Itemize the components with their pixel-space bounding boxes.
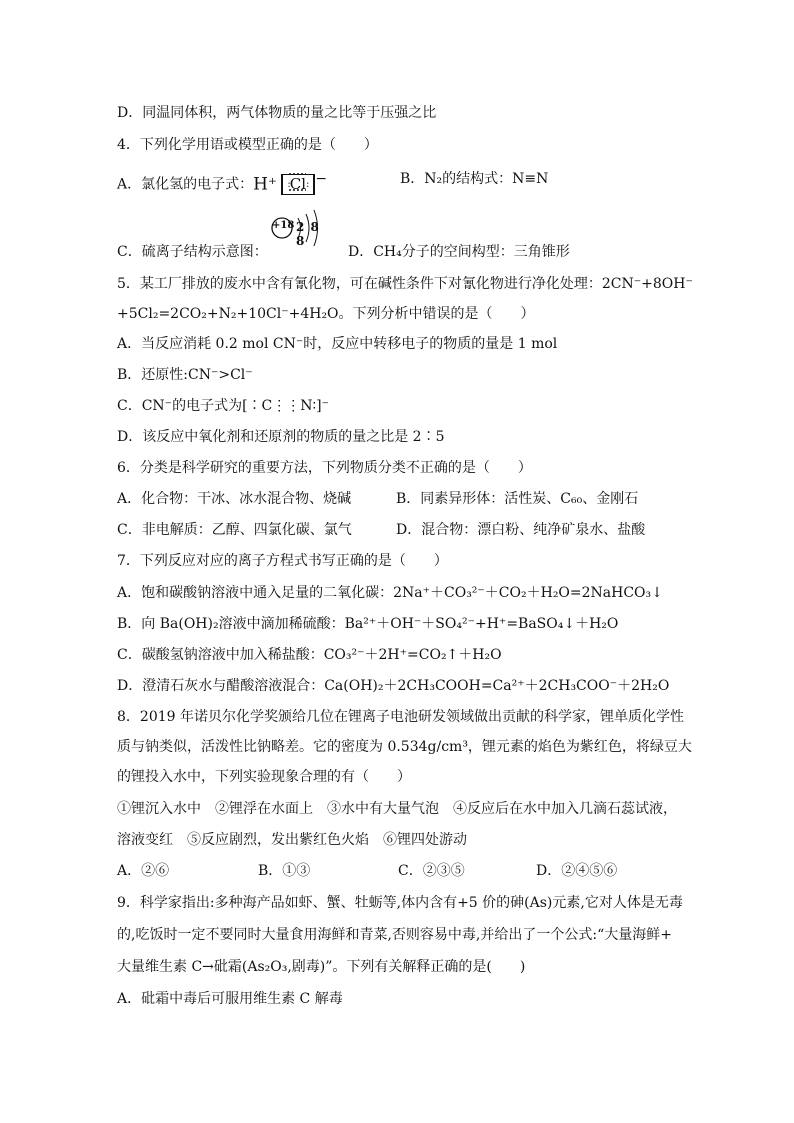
question-8-stem-1: 8．2019 年诺贝尔化学奖颁给几位在锂离子电池研发领域做出贡献的科学家，锂单质化学性: [117, 709, 684, 725]
question-8-phenomena-1: ①锂沉入水中 ②锂浮在水面上 ③水中有大量气泡 ④反应后在水中加入几滴石蕊试液，: [117, 801, 677, 817]
question-7-option-a: A．饱和碳酸钠溶液中通入足量的二氧化碳：2Na⁺＋CO₃²⁻＋CO₂＋H₂O=2NaHCO₃↓: [117, 585, 663, 601]
question-7-option-c: C．碳酸氢钠溶液中加入稀盐酸：CO₃²⁻＋2H⁺=CO₂↑＋H₂O: [117, 647, 502, 663]
question-8-stem-2: 质与钠类似，活泼性比钠略差。它的密度为 0.534g/cm³，锂元素的焰色为紫红色，将绿豆大: [117, 739, 692, 755]
question-6-option-a: A．化合物：干冰、冰水混合物、烧碱: [117, 491, 352, 507]
option-a-prefix: A．氯化氢的电子式：: [117, 176, 254, 193]
question-4-stem: 4．下列化学用语或模型正确的是（ ）: [117, 137, 378, 153]
question-4-option-a: [117, 170, 327, 195]
minus-sign: −: [315, 171, 328, 187]
cl-electron-box: :Cl:: [281, 174, 315, 195]
question-7-option-b: B．向 Ba(OH)₂溶液中滴加稀硫酸：Ba²⁺＋OH⁻＋SO₄²⁻+H⁺=BaSO₄↓＋H₂O: [117, 616, 619, 632]
question-5-option-d: D．该反应中氧化剂和还原剂的物质的量之比是 2∶5: [117, 429, 445, 445]
question-9-stem-3: 大量维生素 C→砒霜(As₂O₃,剧毒)”。下列有关解释正确的是( ): [117, 959, 526, 975]
question-9-stem-1: 9．科学家指出:多种海产品如虾、蟹、牡蛎等,体内含有+5 价的砷(As)元素,它对人体是无毒: [117, 895, 683, 911]
question-8-phenomena-2: 溶液变红 ⑤反应剧烈，发出紫红色火焰 ⑥锂四处游动: [117, 832, 467, 848]
question-5-option-a: A．当反应消耗 0.2 mol CN⁻时，反应中转移电子的物质的量是 1 mol: [117, 336, 558, 352]
question-6-option-c: C．非电解质：乙醇、四氯化碳、氯气: [117, 522, 352, 538]
h-plus: H⁺: [253, 174, 277, 195]
question-8-option-a: A．②⑥: [117, 863, 170, 879]
question-6-option-d: D．混合物：漂白粉、纯净矿泉水、盐酸: [396, 522, 646, 538]
question-9-stem-2: 的,吃饭时一定不要同时大量食用海鲜和青菜,否则容易中毒,并给出了一个公式:“大量海鲜+: [117, 927, 672, 943]
question-9-option-a: A．砒霜中毒后可服用维生素 C 解毒: [117, 991, 343, 1007]
shell-electrons: 2 8 8: [296, 220, 320, 248]
question-8-stem-3: 的锂投入水中，下列实验现象合理的有（ ）: [117, 769, 411, 785]
question-5-stem-1: 5．某工厂排放的废水中含有氰化物，可在碱性条件下对氰化物进行净化处理：2CN⁻+8OH⁻: [117, 276, 693, 292]
line-d-prev: D．同温同体积，两气体物质的量之比等于压强之比: [117, 105, 437, 121]
question-5-stem-2: +5Cl₂=2CO₂+N₂+10Cl⁻+4H₂O。下列分析中错误的是（ ）: [117, 306, 535, 322]
question-8-option-d: D．②④⑤⑥: [536, 863, 618, 879]
sulfur-ion-diagram: [270, 208, 330, 246]
question-4-option-b: B．N₂的结构式：N≡N: [400, 171, 549, 187]
nucleus-label: +18: [272, 220, 295, 231]
question-8-option-b: B．①③: [258, 863, 311, 879]
question-4-option-d: D．CH₄分子的空间构型：三角锥形: [348, 244, 570, 260]
question-7-option-d: D．澄清石灰水与醋酸溶液混合：Ca(OH)₂＋2CH₃COOH=Ca²⁺＋2CH₃COO⁻＋2H₂O: [117, 678, 670, 694]
question-5-option-b: B．还原性:CN⁻>Cl⁻: [117, 367, 253, 383]
question-5-option-c: C．CN⁻的电子式为[∶C⋮⋮N∶]⁻: [117, 398, 329, 414]
question-4-option-c: C．硫离子结构示意图：: [117, 244, 268, 260]
question-8-option-c: C．②③⑤: [398, 863, 465, 879]
question-7-stem: 7．下列反应对应的离子方程式书写正确的是（ ）: [117, 553, 448, 569]
cl-symbol: Cl: [289, 175, 307, 194]
question-6-option-b: B．同素异形体：活性炭、C₆₀、金刚石: [396, 491, 639, 507]
question-6-stem: 6．分类是科学研究的重要方法，下列物质分类不正确的是（ ）: [117, 460, 532, 476]
